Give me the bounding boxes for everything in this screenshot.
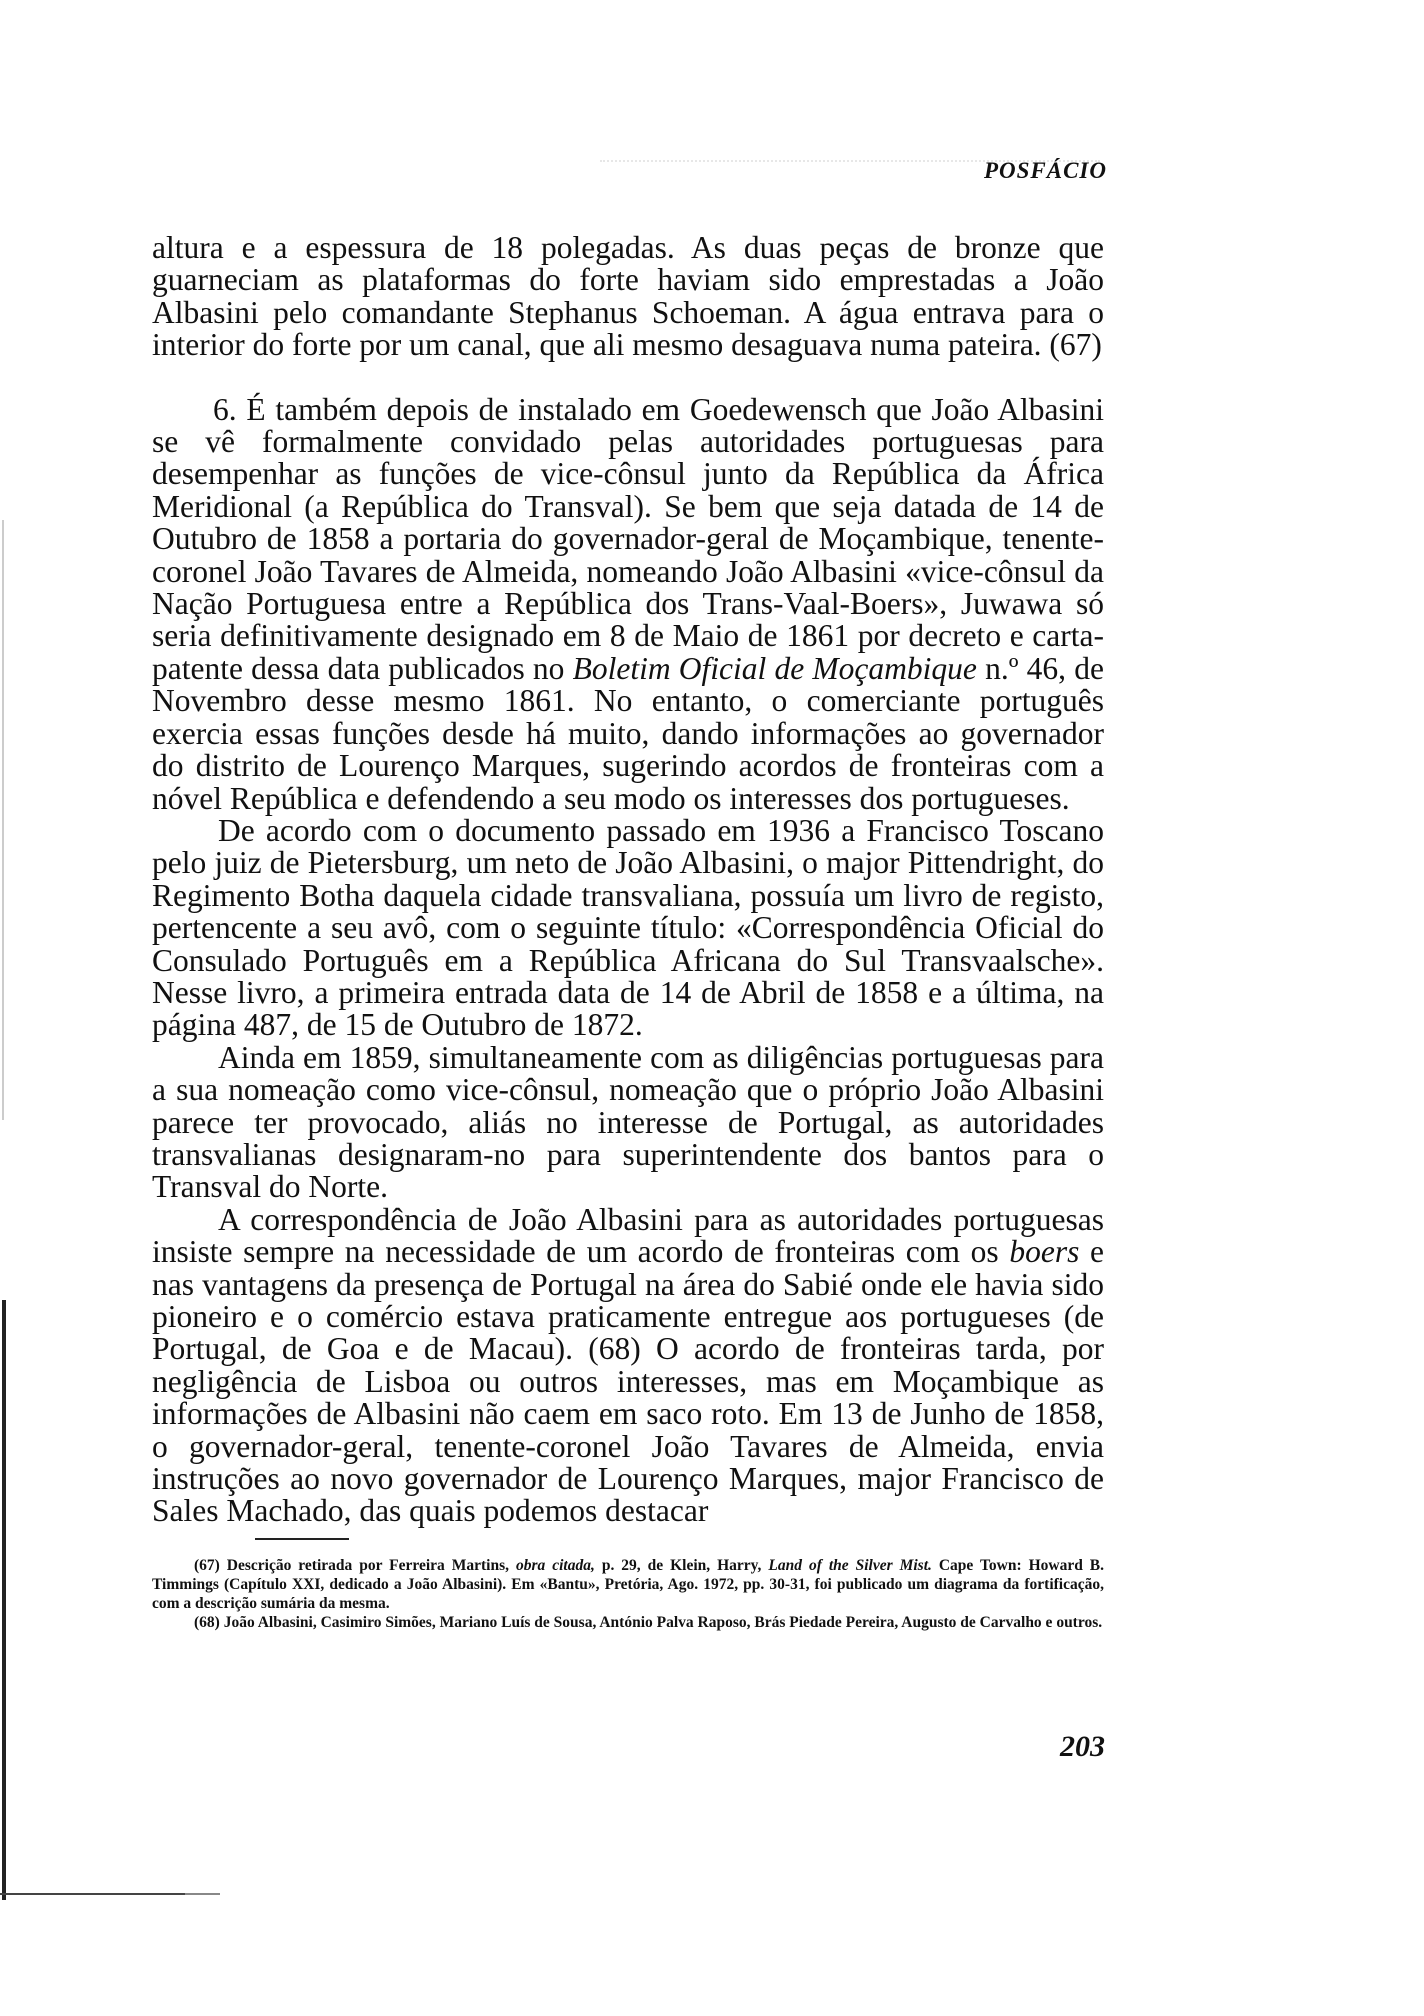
- footnote-68: (68) João Albasini, Casimiro Simões, Mariano Luís de Sousa, António Palva Raposo, Brás Piedade Pereira, Augusto de Carvalho e outros.: [194, 1614, 1103, 1631]
- paragraph-5-end: e nas vantagens da presença de Portugal na área do Sabié onde ele havia sido pioneiro e o comércio estava praticamente entregue aos portugueses (de Portugal, de Goa e de Macau). (68) O acordo de fronteiras tarda, por negligência de Lisboa ou outros interesses, mas em Moçambique as informações de Albasini não caem em saco roto. Em 13 de Junho de 1858, o governador-geral, tenente-coronel João Tavares de Almeida, envia instruções ao novo governador de Lourenço Marques, major Francisco de Sales Machado, das quais podemos destacar: [152, 1234, 1104, 1529]
- paragraph-1: altura e a espessura de 18 polegadas. As duas peças de bronze que guarneciam as plataformas do forte haviam sido emprestadas a João Albasini pelo comandante Stephanus Schoeman. A água entrava para o interior do forte por um canal, que ali mesmo desaguava numa pateira. (67): [152, 230, 1104, 363]
- page-number: 203: [1060, 1730, 1105, 1763]
- paragraph-2-italic: Boletim Oficial de Moçambique: [572, 650, 977, 686]
- footnote-67: [152, 1556, 1104, 1613]
- paragraph-4: Ainda em 1859, simultaneamente com as diligências portuguesas para a sua nomeação como vice-cônsul, nomeação que o próprio João Albasini parece ter provocado, aliás no interesse de Portugal, as autoridades transvalianas designaram-no para superintendente dos bantos para o Transval do Norte.: [152, 1039, 1104, 1205]
- footnote-rule: [255, 1538, 349, 1540]
- paragraph-2: [152, 391, 1104, 816]
- paragraph-5: [152, 1201, 1104, 1529]
- scan-margin-line: [2, 1300, 6, 1900]
- footnote-67-italic-2: Land of the Silver Mist.: [768, 1557, 932, 1574]
- footnote-67-a: (67) Descrição retirada por Ferreira Martins,: [194, 1557, 510, 1574]
- body-text: [152, 232, 1104, 1528]
- footnotes: [152, 1556, 1104, 1632]
- paragraph-5-text: A correspondência de João Albasini para as autoridades portuguesas insiste sempre na necessidade de um acordo de fronteiras com os: [152, 1201, 1104, 1270]
- paragraph-2-end: n.º 46, de Novembro desse mesmo 1861. No entanto, o comerciante português exercia essas funções desde há muito, dando informações ao governador do distrito de Lourenço Marques, sugerindo acordos de fronteiras com a nóvel República e defendendo a seu modo os interesses dos portugueses.: [152, 650, 1104, 816]
- paragraph-3: De acordo com o documento passado em 1936 a Francisco Toscano pelo juiz de Pietersburg, um neto de João Albasini, o major Pittendright, do Regimento Botha daquela cidade transvaliana, possuía um livro de registo, pertencente a seu avô, com o seguinte título: «Correspondência Oficial do Consulado Português em a República Africana do Sul Transvaalsche». Nesse livro, a primeira entrada data de 14 de Abril de 1858 e a última, na página 487, de 15 de Outubro de 1872.: [152, 812, 1104, 1043]
- paragraph-5-italic: boers: [1009, 1234, 1080, 1270]
- footnote-67-b: p. 29, de Klein, Harry,: [601, 1557, 762, 1574]
- scan-edge-line: [2, 520, 4, 1120]
- running-header: POSFÁCIO: [983, 158, 1107, 183]
- footnote-67-c: Cape Town: Howard B. Timmings (Capítulo XXI, dedicado a João Albasini). Em «Bantu», Pretória, Ago. 1972, pp. 30-31, foi publicado um diagrama da fortificação, com a descrição sumária da mesma.: [152, 1557, 1105, 1612]
- scan-margin-tick-2: [185, 1893, 220, 1895]
- footnote-67-italic-1: obra citada,: [515, 1557, 595, 1574]
- paragraph-2-text: 6. É também depois de instalado em Goedewensch que João Albasini se vê formalmente convidado pelas autoridades portuguesas para desempenhar as funções de vice-cônsul junto da República da África Meridional (a República do Transval). Se bem que seja datada de 14 de Outubro de 1858 a portaria do governador-geral de Moçambique, tenente-coronel João Tavares de Almeida, nomeando João Albasini «vice-cônsul da Nação Portuguesa entre a República dos Trans-Vaal-Boers», Juwawa só seria definitivamente designado em 8 de Maio de 1861 por decreto e carta-patente dessa data publicados no: [152, 391, 1104, 686]
- scan-margin-tick: [0, 1893, 210, 1895]
